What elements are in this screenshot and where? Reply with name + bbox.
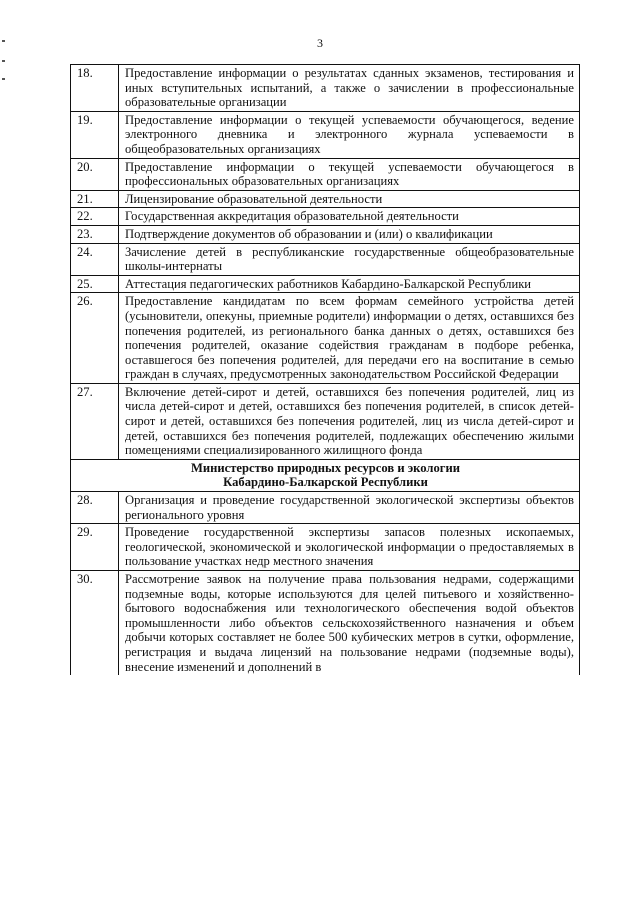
service-name: Зачисление детей в республиканские государственные общеобразовательные школы-интернаты	[119, 243, 580, 275]
table-row	[71, 383, 580, 459]
service-name: Включение детей-сирот и детей, оставшихся без попечения родителей, лиц из числа детей-сирот и детей, оставшихся без попечения родителей, в список детей-сирот и детей, оставшихся без попечения родителей, лиц из числа детей-сирот и детей, оставшихся без попечения родителей, подлежащих обеспечению жилыми помещениями специализированного жилищного фонда	[119, 383, 580, 459]
row-number: 26.	[71, 293, 119, 384]
table-row	[71, 190, 580, 208]
service-name: Проведение государственной экспертизы запасов полезных ископаемых, геологической, экономической и экологической информации о предоставляемых в пользование участках недр местного значения	[119, 524, 580, 571]
table-row	[71, 275, 580, 293]
table-row	[71, 111, 580, 158]
table-row	[71, 158, 580, 190]
table-row	[71, 293, 580, 384]
service-name: Рассмотрение заявок на получение права пользования недрами, содержащими подземные воды, которые используются для целей питьевого и хозяйственно-бытового водоснабжения или технологического обеспечения водой объектов промышленности либо объектов сельскохозяйственного назначения и объем добычи которых составляет не более 500 кубических метров в сутки, оформление, регистрация и выдача лицензий на пользование недрами (подземные воды), внесение изменений и дополнений в	[119, 571, 580, 676]
row-number: 21.	[71, 190, 119, 208]
service-name: Предоставление информации о текущей успеваемости обучающегося, ведение электронного дневника и электронного журнала успеваемости в общеобразовательных организациях	[119, 111, 580, 158]
row-number: 20.	[71, 158, 119, 190]
table-row	[71, 571, 580, 676]
service-name: Аттестация педагогических работников Кабардино-Балкарской Республики	[119, 275, 580, 293]
section-heading-line1: Министерство природных ресурсов и экологии	[191, 460, 460, 475]
section-heading-line2: Кабардино-Балкарской Республики	[223, 475, 428, 490]
row-number: 27.	[71, 383, 119, 459]
table-row	[71, 243, 580, 275]
row-number: 22.	[71, 208, 119, 226]
section-heading-row	[71, 459, 580, 491]
page-number: 3	[317, 36, 323, 50]
table-row	[71, 208, 580, 226]
table-row	[71, 65, 580, 112]
row-number: 23.	[71, 225, 119, 243]
services-table	[70, 64, 580, 675]
table-row	[71, 492, 580, 524]
service-name: Лицензирование образовательной деятельности	[119, 190, 580, 208]
table-row	[71, 524, 580, 571]
row-number: 19.	[71, 111, 119, 158]
margin-marks	[2, 40, 12, 100]
service-name: Государственная аккредитация образовательной деятельности	[119, 208, 580, 226]
service-name: Предоставление кандидатам по всем формам семейного устройства детей (усыновители, опекуны, приемные родители) информации о детях, оставшихся без попечения родителей, из регионального банка данных о детях, оставшихся без попечения родителей, оказание содействия гражданам в подборе ребенка, оставшегося без попечения родителей, для передачи его на воспитание в семью граждан в случаях, предусмотренных законодательством Российской Федерации	[119, 293, 580, 384]
service-name: Организация и проведение государственной экологической экспертизы объектов регионального уровня	[119, 492, 580, 524]
row-number: 24.	[71, 243, 119, 275]
row-number: 30.	[71, 571, 119, 676]
table-row	[71, 225, 580, 243]
row-number: 18.	[71, 65, 119, 112]
service-name: Предоставление информации о текущей успеваемости обучающегося в профессиональных образовательных организациях	[119, 158, 580, 190]
service-name: Подтверждение документов об образовании и (или) о квалификации	[119, 225, 580, 243]
row-number: 25.	[71, 275, 119, 293]
row-number: 29.	[71, 524, 119, 571]
row-number: 28.	[71, 492, 119, 524]
section-heading	[71, 459, 580, 491]
service-name: Предоставление информации о результатах сданных экзаменов, тестирования и иных вступительных испытаний, а также о зачислении в профессиональные образовательные организации	[119, 65, 580, 112]
